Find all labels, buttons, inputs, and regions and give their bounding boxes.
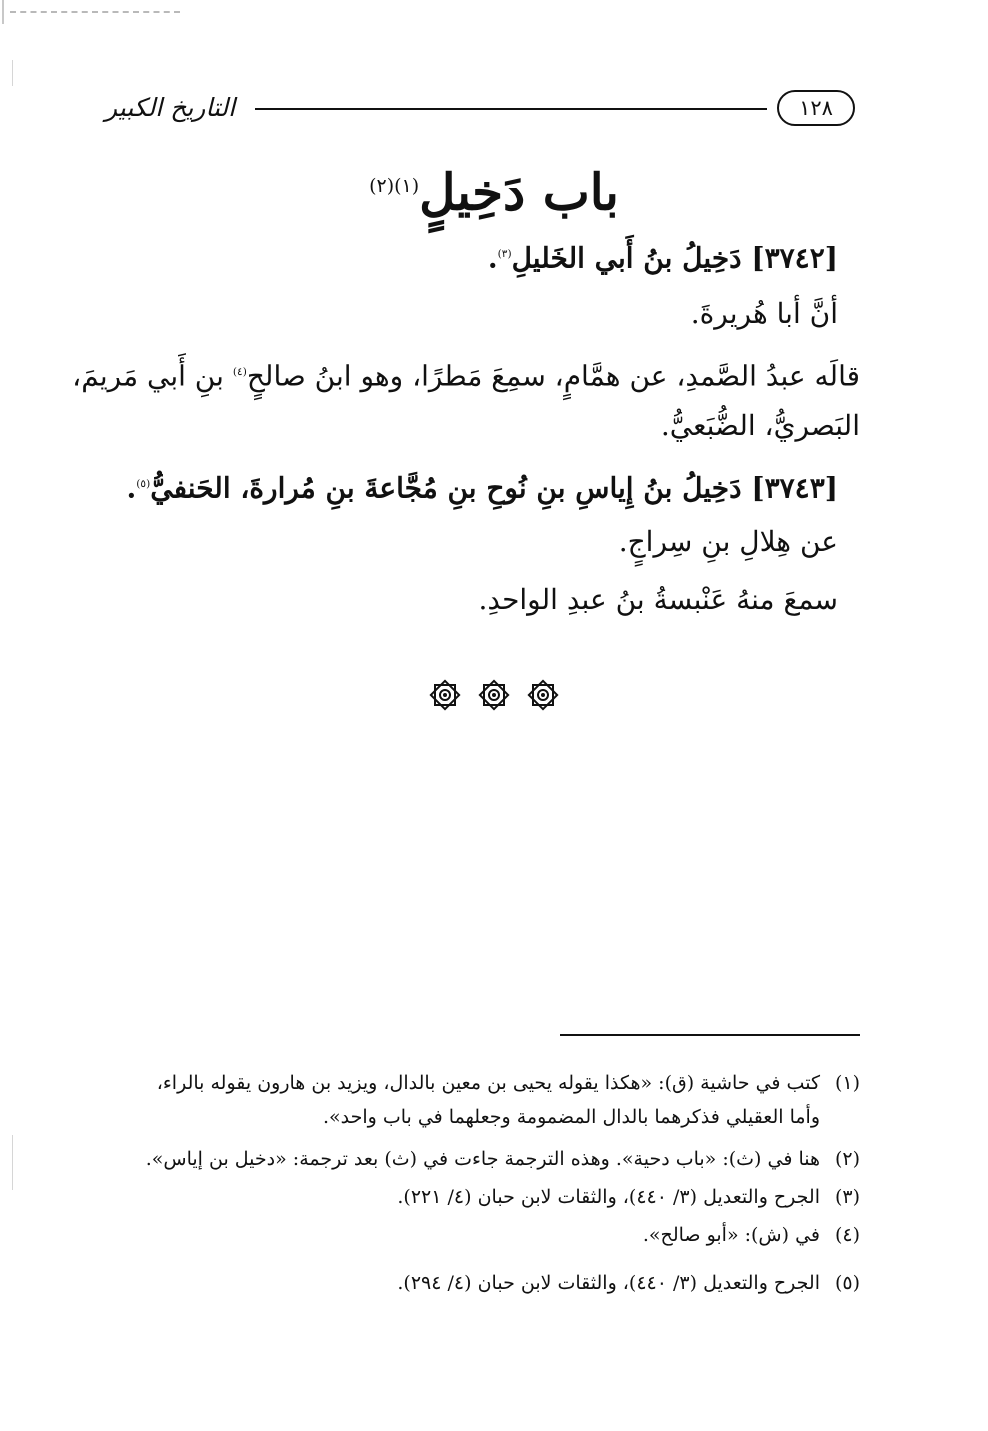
footnote-number: (٥) — [834, 1272, 860, 1294]
scan-artifact-margin — [12, 1135, 13, 1190]
footnote-text: الجرح والتعديل (٣/ ٤٤٠)، والثقات لابن حبان (٤/ ٢٢١). — [397, 1186, 820, 1208]
entry-text: سمعَ منهُ عَنْبسةُ بنُ عبدِ الواحدِ. — [478, 583, 838, 616]
entry-end: بنِ أَبي مَريمَ، — [72, 359, 233, 393]
entry-end: . — [487, 241, 498, 275]
running-header — [105, 86, 855, 136]
scan-artifact-margin — [12, 60, 13, 86]
entry-3742-line — [691, 292, 838, 336]
entry-text: البَصريُّ، الضُّبَعيُّ. — [660, 409, 860, 442]
footnote-number: (٢) — [834, 1148, 860, 1170]
footnote-text: الجرح والتعديل (٣/ ٤٤٠)، والثقات لابن حبان (٤/ ٢٩٤). — [397, 1272, 820, 1294]
chapter-note-refs: (١)(٢) — [369, 175, 420, 197]
footnote-number: (٣) — [834, 1186, 860, 1208]
footnote-continuation: وأما العقيلي فذكرهما بالدال المضمومة وجعلهما في باب واحد». — [322, 1106, 820, 1128]
scan-artifact — [2, 0, 4, 24]
entry-text: [٣٧٤٣] دَخِيلُ بنُ إِياسِ بنِ نُوحِ بنِ مُجَّاعةَ بنِ مُرارةَ، الحَنفيُّ — [150, 471, 838, 505]
footnote-separator — [560, 1034, 860, 1036]
chapter-title: باب دَخِيلٍ — [419, 162, 619, 222]
scan-artifact-dashes — [10, 11, 180, 13]
entry-3743-line — [619, 520, 838, 564]
entry-3742-line — [661, 404, 860, 448]
entry-text: [٣٧٤٢] دَخِيلُ بنُ أَبي الخَليلِ — [511, 241, 838, 275]
footnote-text: كتب في حاشية (ق): «هكذا يقوله يحيى بن معين بالدال، ويزيد بن هارون يقوله بالراء، — [156, 1072, 820, 1094]
header-rule — [255, 108, 767, 110]
footnote-1 — [105, 1066, 860, 1134]
entry-text: عن هِلالِ بنِ سِراجٍ. — [618, 525, 838, 558]
footnote-ref: (٣) — [497, 247, 512, 260]
footnote-number: (٤) — [834, 1224, 860, 1246]
flower-ornament-icon — [428, 678, 462, 712]
flower-ornament-icon — [526, 678, 560, 712]
entry-3743-line — [478, 578, 838, 622]
entry-3743-heading — [126, 462, 838, 510]
footnote-text: هنا في (ث): «باب دحية». وهذه الترجمة جاءت في (ث) بعد ترجمة: «دخيل بن إياس». — [145, 1148, 820, 1170]
footnote-5 — [105, 1266, 860, 1300]
footnote-ref: (٥) — [136, 477, 151, 490]
chapter-heading — [0, 150, 988, 229]
section-end-ornaments — [0, 678, 988, 716]
entry-text: أنَّ أبا هُريرةَ. — [690, 297, 838, 330]
entry-3742-line — [72, 350, 860, 398]
footnote-number: (١) — [834, 1072, 860, 1094]
book-title: التاريخ الكبير — [105, 93, 236, 122]
entry-text: قالَه عبدُ الصَّمدِ، عن همَّامٍ، سمِعَ مَطرًا، وهو ابنُ صالحٍ — [246, 359, 860, 393]
page-number-badge: ١٢٨ — [777, 90, 855, 126]
entry-3742-heading — [488, 232, 838, 280]
footnote-3 — [105, 1180, 860, 1214]
flower-ornament-icon — [477, 678, 511, 712]
footnote-2 — [105, 1142, 860, 1176]
footnote-4 — [105, 1218, 860, 1252]
footnote-text: في (ش): «أبو صالح». — [642, 1224, 820, 1246]
footnote-ref: (٤) — [232, 365, 247, 378]
entry-end: . — [126, 471, 137, 505]
